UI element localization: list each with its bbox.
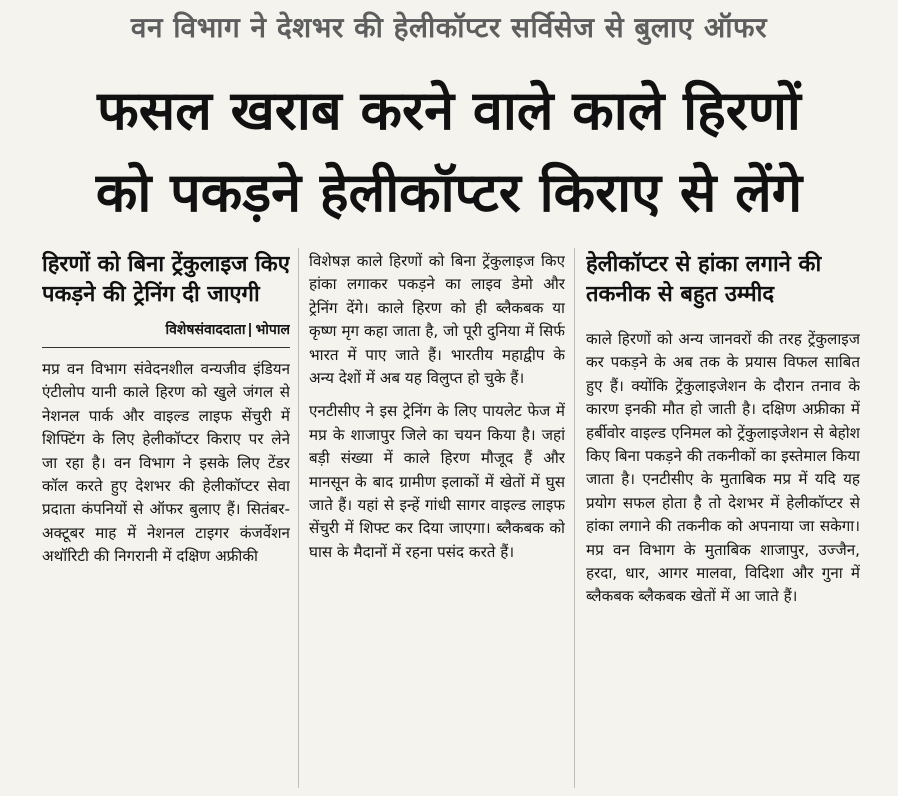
byline-place: भोपाल [255,322,290,338]
headline-line-1: फसल खराब करने वाले काले हिरणों [97,79,801,142]
byline [42,320,290,348]
middle-paragraph-1: विशेषज्ञ काले हिरणों को बिना ट्रेंकुलाइज किए हांका लगाकर पकड़ने का लाइव डेमो और ट्रेनिंग देंगे। काले हिरण को ही ब्लैकबक या कृष्ण मृग कहा जाता है, जो पूरी दुनिया में सिर्फ भारत में पाए जाते हैं। भारतीय महाद्वीप के अन्य देशों में अब यह विलुप्त हो चुके हैं। [309,252,565,388]
column-divider [574,248,575,788]
column-divider [298,248,299,788]
byline-separator [249,323,251,337]
right-column [586,250,860,790]
main-headline [0,70,898,234]
kicker-headline: वन विभाग ने देशभर की हेलीकॉप्टर सर्विसेज से बुलाए ऑफर [130,11,768,44]
middle-paragraph-2: एनटीसीए ने इस ट्रेनिंग के लिए पायलेट फेज में मप्र के शाजापुर जिले का चयन किया है। जहां बड़ी संख्या में काले हिरण मौजूद हैं और मानसून के बाद ग्रामीण इलाकों में खेतों में घुस जाते हैं। यहां से इन्हें गांधी सागर वाइल्ड लाइफ सेंचुरी में शिफ्ट कर दिया जाएगा। ब्लैकबक को घास के मैदानों में रहना पसंद करते हैं। [309,402,565,561]
headline-line-2: को पकड़ने हेलीकॉप्टर किराए से लेंगे [95,161,803,224]
middle-column [309,250,565,790]
right-paragraph: काले हिरणों को अन्य जानवरों की तरह ट्रेंकुलाइज कर पकड़ने के अब तक के प्रयास विफल साबित हुए हैं। क्योंकि ट्रेंकुलाइजेशन के दौरान तनाव के कारण इनकी मौत हो जाती है। दक्षिण अफ्रीका में हर्बीवोर वाइल्ड एनिमल को ट्रेंकुलाइजेशन से बेहोश किए बिना पकड़ने की तकनीकों का इस्तेमाल किया जाता है। एनटीसीए के मुताबिक मप्र में यदि यह प्रयोग सफल होता है तो देशभर में हेलीकॉप्टर से हांका लगाने की तकनीक को अपनाया जा सकेगा। मप्र वन विभाग के मुताबिक शाजापुर, उज्जैन, हरदा, धार, आगर मालवा, विदिशा और गुना में ब्लैकबक ब्लैकबक खेतों में आ जाते हैं। [586,330,860,606]
left-paragraph: मप्र वन विभाग संवेदनशील वन्यजीव इंडियन एंटीलोप यानी काले हिरण को खुले जंगल से नेशनल पार्क और वाइल्ड लाइफ सेंचुरी में शिफ्टिंग के लिए हेलीकॉप्टर किराए पर लेने जा रहा है। वन विभाग ने इसके लिए टेंडर कॉल करते हुए देशभर की हेलीकॉप्टर सेवा प्रदाता कंपनियों से ऑफर बुलाए हैं। सितंबर-अक्टूबर माह में नेशनल टाइगर कंजर्वेशन अथॉरिटी की निगरानी में दक्षिण अफ्रीकी [42,360,290,566]
left-column [42,250,290,790]
left-subheadline: हिरणों को बिना ट्रेंकुलाइज किए पकड़ने की ट्रेनिंग दी जाएगी [42,252,290,307]
byline-author: विशेषसंवाददाता [165,322,246,338]
right-subheadline: हेलीकॉप्टर से हांका लगाने की तकनीक से बहुत उम्मीद [586,252,822,307]
